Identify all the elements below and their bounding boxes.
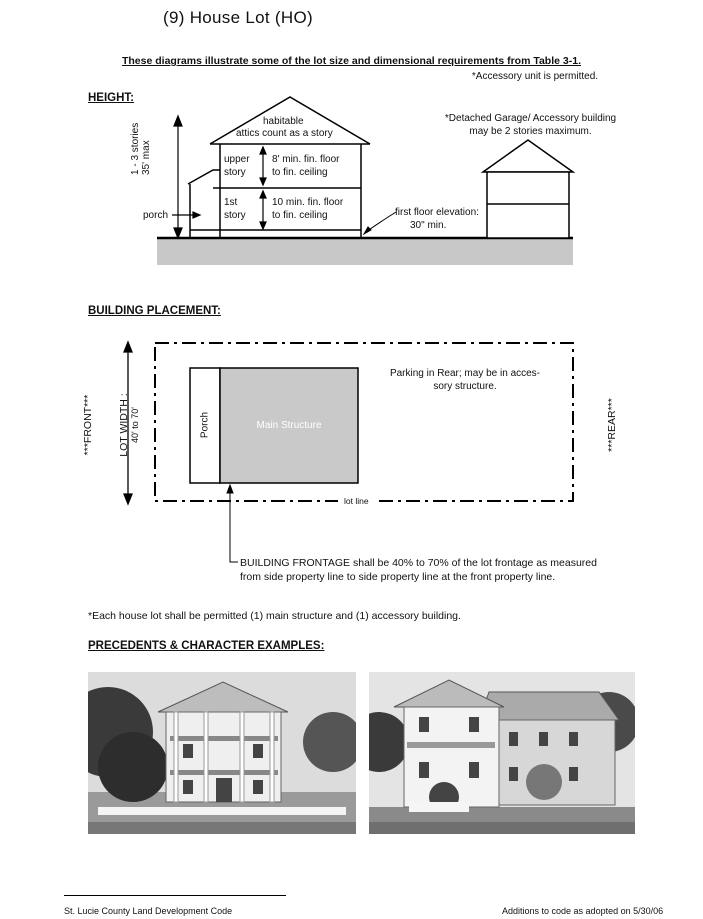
footer-right: Additions to code as adopted on 5/30/06 (502, 906, 664, 916)
footer-rule (64, 895, 286, 896)
upper-dim-label-1: 8' min. fin. floor (272, 154, 340, 165)
garage-note: *Detached Garage/ Accessory building may be 2 stories maximum. (444, 113, 617, 137)
first-story-label-1: 1st (224, 197, 238, 208)
elevation-label-1: first floor elevation: (395, 207, 479, 218)
footer-left: St. Lucie County Land Development Code (64, 906, 233, 916)
first-story-label-2: story (224, 210, 246, 221)
porch-label: porch (143, 210, 169, 221)
lot-line-label: lot line (338, 496, 375, 506)
main-structure-label: Main Structure (256, 420, 322, 431)
first-dim-label-2: to fin. ceiling (272, 210, 328, 221)
frontage-note: BUILDING FRONTAGE shall be 40% to 70% of the lot frontage as measured from side property line to side property line at the front property line. (240, 557, 597, 583)
rear-label: ***REAR*** (606, 398, 618, 452)
attics-label: attics count as a story (236, 128, 333, 139)
precedent-photo-1 (88, 672, 356, 834)
stories-vertical-label: 1 - 3 stories 35' max (130, 122, 152, 175)
precedent-photo-2 (369, 672, 635, 834)
upper-story-label-2: story (224, 167, 246, 178)
placement-heading: BUILDING PLACEMENT: (88, 305, 221, 317)
lot-note: *Each house lot shall be permitted (1) main structure and (1) accessory building. (88, 610, 461, 622)
precedents-heading: PRECEDENTS & CHARACTER EXAMPLES: (88, 640, 325, 652)
porch-box-label: Porch (199, 411, 211, 439)
upper-dim-label-2: to fin. ceiling (272, 167, 328, 178)
parking-note: Parking in Rear; may be in acces- sory structure. (389, 368, 541, 392)
intro-text: These diagrams illustrate some of the lot size and dimensional requirements from Table 3-1. (121, 55, 581, 67)
lot-width-label: LOT WIDTH : 40' to 70' (118, 393, 140, 457)
habitable-label: habitable (263, 116, 304, 127)
frontage-leader (227, 485, 238, 562)
front-label: ***FRONT*** (82, 394, 94, 456)
height-heading: HEIGHT: (88, 92, 134, 104)
upper-story-label-1: upper (224, 154, 250, 165)
elevation-label-2: 30" min. (410, 220, 447, 231)
first-dim-label-1: 10 min. fin. floor (272, 197, 344, 208)
accessory-note: *Accessory unit is permitted. (471, 71, 599, 82)
page-title: (9) House Lot (HO) (163, 8, 313, 27)
